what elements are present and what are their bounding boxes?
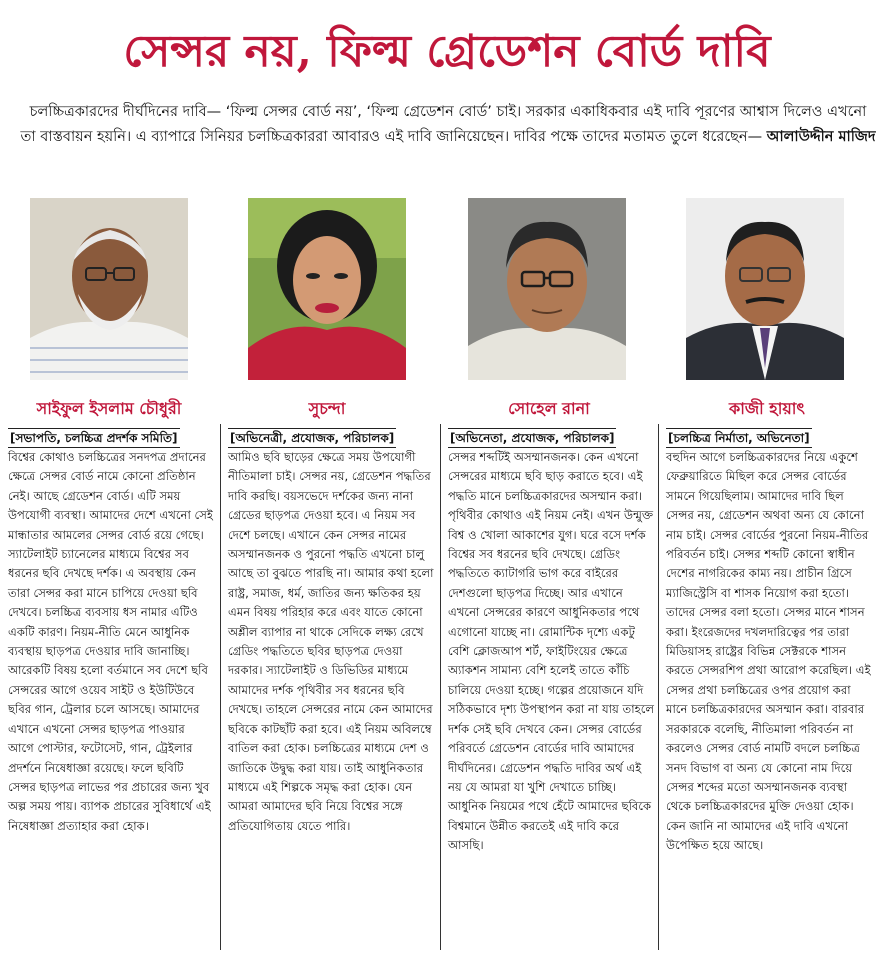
byline: আলাউদ্দীন মাজিদ bbox=[766, 129, 876, 145]
photo-kazi-hayat bbox=[686, 198, 844, 380]
role-kazi-hayat: [চলচ্চিত্র নির্মাতা, অভিনেতা] bbox=[666, 428, 812, 448]
photo-saiful-islam-chowdhury bbox=[30, 198, 188, 380]
column-divider bbox=[220, 424, 221, 950]
photo-sohel-rana bbox=[468, 198, 626, 380]
name-sohel-rana: সোহেল রানা bbox=[508, 399, 590, 418]
quote-suchanda: আমিও ছবি ছাড়ের ক্ষেত্রে সময় উপযোগী নীতিমালা চাই। সেন্সর নয়, গ্রেডেশন পদ্ধতির দাবি করছি। বয়সভেদে দর্শকের জন্য নানা গ্রেডের ছাড়পত্র দেওয়া হবে। এ নিয়ম সব দেশে চলছে। এখানে কেন সেন্সর নামের অসম্মানজনক ও পুরনো পদ্ধতি এখনো চালু আছে তা বুঝতে পারছি না। আমার কথা হলো রাষ্ট্র, সমাজ, ধর্ম, জাতির জন্য ক্ষতিকর হয় এমন বিষয় পরিহার করে এবং যাতে কোনো অশ্লীল ব্যাপার না থাকে সেদিকে লক্ষ্য রেখে গ্রেডিং পদ্ধতিতে ছবির ছাড়পত্র দেওয়া দরকার। স্যাটেলাইট ও ডিভিডির মাধ্যমে আমাদের দর্শক পৃথিবীর সব ধরনের ছবি দেখছে। তাহলে সেন্সরের নামে কেন আমাদের ছবিকে কাটছাঁট করা হবে। এই নিয়ম অবিলম্বে বাতিল করা হোক। চলচ্চিত্রের মাধ্যমে দেশ ও জাতিকে উদ্বুদ্ধ করা যায়। তাই আধুনিকতার মাধ্যমে এই শিল্পকে সমৃদ্ধ করা হোক। যেন আমরা আমাদের ছবি নিয়ে বিশ্বের সঙ্গে প্রতিযোগিতায় যেতে পারি। bbox=[228, 450, 434, 833]
column-divider bbox=[658, 424, 659, 950]
intro-paragraph bbox=[20, 100, 876, 150]
photo-suchanda bbox=[248, 198, 406, 380]
role-saiful-islam-chowdhury: [সভাপতি, চলচ্চিত্র প্রদর্শক সমিতি] bbox=[8, 428, 180, 448]
quote-saiful-islam-chowdhury: বিশ্বের কোথাও চলচ্চিত্রের সনদপত্র প্রদানের ক্ষেত্রে সেন্সর বোর্ড নামে কোনো প্রতিষ্ঠান নেই। আছে গ্রেডেশন বোর্ড। এটি সময় উপযোগী ব্যবস্থা। আমাদের দেশে এখনো সেই মান্ধাতার আমলের সেন্সর বোর্ড রয়ে গেছে। স্যাটেলাইট চ্যানেলের মাধ্যমে বিশ্বের সব ধরনের ছবি দেখছে দর্শক। এ অবস্থায় কেন তারা সেন্সর করা মানে চাপিয়ে দেওয়া ছবি দেখবে। চলচ্চিত্র ব্যবসায় ধস নামার এটিও একটি কারণ। নিয়ম-নীতি মেনে আধুনিক ব্যবস্থায় ছাড়পত্র দেওয়ার দাবি জানাচ্ছি। আরেকটি বিষয় হলো বর্তমানে সব দেশে ছবি সেন্সরের আগে ওয়েব সাইট ও ইউটিউবে ছবির গান, ট্রেলার চলে আসছে। আমাদের এখানে এখনো সেন্সর ছাড়পত্র পাওয়ার আগে পোস্টার, ফটোসেট, গান, ট্রেইলার প্রদর্শনে নিষেধাজ্ঞা রয়েছে। ফলে ছবিটি সেন্সর ছাড়পত্র লাভের পর প্রচারের জন্য খুব অল্প সময় পায়। ব্যাপক প্রচারের সুবিধার্থে এই নিষেধাজ্ঞা প্রত্যাহার করা হোক। bbox=[8, 450, 213, 833]
quote-sohel-rana: সেন্সর শব্দটিই অসম্মানজনক। কেন এখনো সেন্সরের মাধ্যমে ছবি ছাড় করাতে হবে। এই পদ্ধতি মানে চলচ্চিত্রকারদের অসম্মান করা। পৃথিবীর কোথাও এই নিয়ম নেই। এখন উন্মুক্ত বিশ্ব ও খোলা আকাশের যুগ। ঘরে বসে দর্শক বিশ্বের সব ধরনের ছবি দেখছে। গ্রেডিং পদ্ধতিতে ক্যাটাগরি ভাগ করে বাইরের দেশগুলো ছাড়পত্র দিচ্ছে। আর এখানে এখনো সেন্সরের কারণে আধুনিকতার পথে এগোনো যাচ্ছে না। রোমান্টিক দৃশ্যে একটু বেশি ক্লোজআপ শর্ট, ফাইটিংয়ের ক্ষেত্রে অ্যাকশন সামান্য বেশি হলেই তাতে কাঁচি চালিয়ে দেওয়া হচ্ছে। গল্পের প্রয়োজনে যদি সঠিকভাবে দৃশ্য উপস্থাপন করা না যায় তাহলে দর্শক সেই ছবি দেখবে কেন। সেন্সর বোর্ডের পরিবর্তে গ্রেডেশন বোর্ডের দাবি আমাদের দীর্ঘদিনের। গ্রেডেশন পদ্ধতি দাবির অর্থ এই নয় যে আমরা যা খুশি দেখাতে চাচ্ছি। আধুনিক নিয়মের পথে হেঁটে আমাদের ছবিকে বিশ্বমানে উন্নীত করতেই এই দাবি করে আসছি। bbox=[448, 450, 654, 853]
role-suchanda: [অভিনেত্রী, প্রযোজক, পরিচালক] bbox=[228, 428, 396, 448]
headline: সেন্সর নয়, ফিল্ম গ্রেডেশন বোর্ড দাবি bbox=[123, 26, 771, 77]
column-divider bbox=[440, 424, 441, 950]
role-sohel-rana: [অভিনেতা, প্রযোজক, পরিচালক] bbox=[448, 428, 616, 448]
name-suchanda: সুচন্দা bbox=[308, 399, 346, 418]
name-saiful-islam-chowdhury: সাইফুল ইসলাম চৌধুরী bbox=[36, 399, 182, 418]
name-kazi-hayat: কাজী হায়াৎ bbox=[729, 399, 805, 418]
intro-text: চলচ্চিত্রকারদের দীর্ঘদিনের দাবি— ‘ফিল্ম সেন্সর বোর্ড নয়’, ‘ফিল্ম গ্রেডেশন বোর্ড’ চাই। সরকার একাধিকবার এই দাবি পূরণের আশ্বাস দিলেও এখনো তা বাস্তবায়ন হয়নি। এ ব্যাপারে সিনিয়র চলচ্চিত্রকাররা আবারও এই দাবি জানিয়েছেন। দাবির পক্ষে তাদের মতামত তুলে ধরেছেন— bbox=[20, 104, 867, 145]
quote-kazi-hayat: বহুদিন আগে চলচ্চিত্রকারদের নিয়ে একুশে ফেব্রুয়ারিতে মিছিল করে সেন্সর বোর্ডের সামনে গিয়েছিলাম। আমাদের দাবি ছিল সেন্সর নয়, গ্রেডেশন অথবা অন্য যে কোনো নাম চাই। সেন্সর বোর্ডের পুরনো নিয়ম-নীতির পরিবর্তন চাই। সেন্সর শব্দটি কোনো স্বাধীন দেশের নাগরিকের কাম্য নয়। প্রাচীন গ্রিসে ম্যাজিস্ট্রেসি বা শাসক নিয়োগ করা হতো। তাদের সেন্সর বলা হতো। সেন্সর মানে শাসন করা। ইংরেজদের দখলদারিত্বের পর তারা মিডিয়াসহ রাষ্ট্রের বিভিন্ন সেক্টরকে শাসন করতে সেন্সরশিপ প্রথা আরোপ করেছিল। এই সেন্সর প্রথা চলচ্চিত্রের ওপর প্রয়োগ করা মানে চলচ্চিত্রকারদের অসম্মান করা। বারবার সরকারকে বলেছি, নীতিমালা পরিবর্তন না করলেও সেন্সর বোর্ড নামটি বদলে চলচ্চিত্র সনদ বিভাগ বা অন্য যে কোনো নাম দিয়ে সেন্সর শব্দের মতো অসম্মানজনক ব্যবস্থা থেকে চলচ্চিত্রকারদের মুক্তি দেওয়া হোক। কেন জানি না আমাদের এই দাবি এখনো উপেক্ষিত হয়ে আছে। bbox=[666, 450, 871, 853]
